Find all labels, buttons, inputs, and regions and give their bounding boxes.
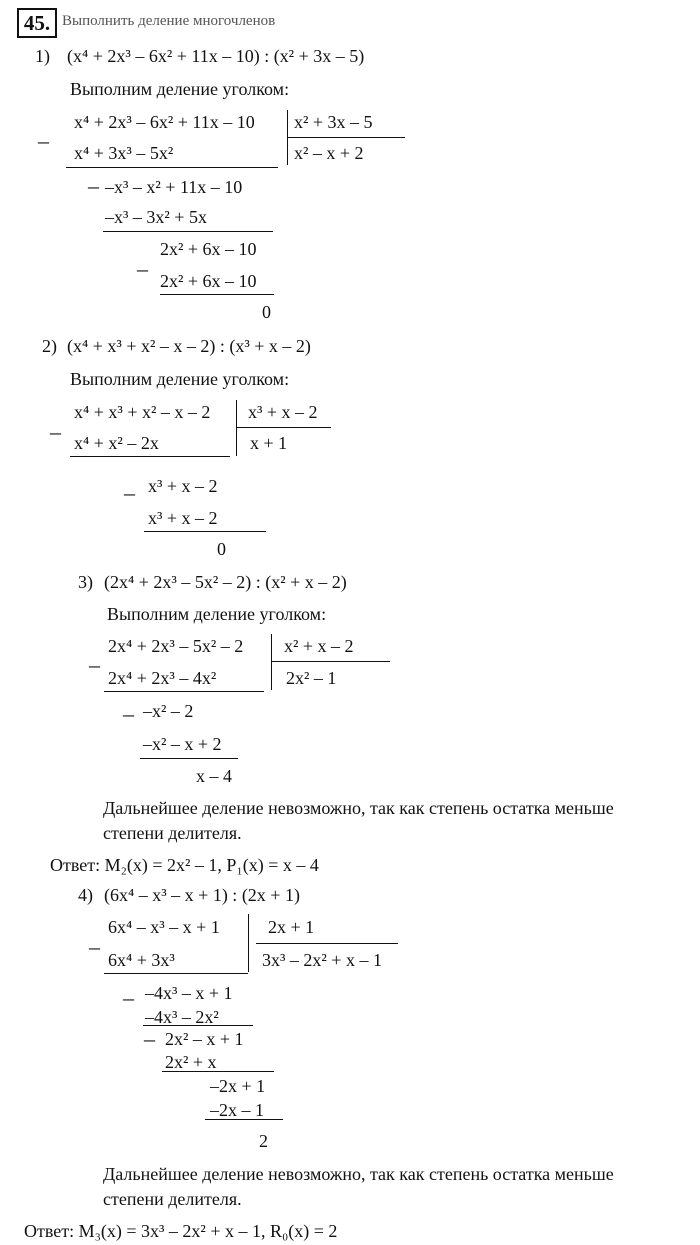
problem-3-method: Выполним деление уголком: [107,604,327,624]
problem-1-method: Выполним деление уголком: [70,79,290,99]
problem-4-dividend: 6x⁴ – x³ – x + 1 [108,917,220,937]
problem-4-corner-vertical [248,914,249,972]
problem-2-corner-horizontal [237,427,331,428]
problem-4-step-4: 2x² – x + 1 [165,1029,244,1049]
problem-4-corner-horizontal [256,943,398,944]
problem-3-step-3: –x² – x + 2 [143,734,222,754]
problem-2-corner-vertical [236,400,237,456]
problem-1-remainder: 0 [262,302,271,322]
problem-3-note-line-1: Дальнейшее деление невозможно, так как степень остатка меньше [103,798,614,818]
problem-2-expression: (x⁴ + x³ + x² – x – 2) : (x³ + x – 2) [67,336,311,356]
problem-3-answer: Ответ: M₂(x) = 2x² – 1, P₁(x) = x – 4 [50,855,319,875]
problem-1-step-3: –x³ – 3x² + 5x [105,207,207,227]
problem-2-step-1: x⁴ + x² – 2x [74,433,159,453]
problem-2-remainder: 0 [217,539,226,559]
problem-4-minus-sign: – [144,1026,155,1051]
problem-4-note-line-1: Дальнейшее деление невозможно, так как степень остатка меньше [103,1164,614,1184]
problem-2-step-3: x³ + x – 2 [148,508,218,528]
problem-3-divisor: x² + x – 2 [284,636,354,656]
problem-4-rule-4 [205,1119,283,1120]
problem-1-minus-sign: – [88,173,99,198]
problem-1-label: 1) [35,46,50,66]
problem-1-rule-2 [103,231,273,232]
problem-4-minus-sign: – [89,934,100,959]
problem-4-note-line-2: степени делителя. [103,1189,242,1209]
problem-3-minus-sign: – [89,652,100,677]
problem-4-quotient: 3x³ – 2x² + x – 1 [262,950,382,970]
problem-4-minus-sign: – [123,985,134,1010]
problem-2-minus-sign: – [50,419,61,444]
problem-3-remainder: x – 4 [196,766,232,786]
problem-1-step-4: 2x² + 6x – 10 [160,239,257,259]
problem-3-dividend: 2x⁴ + 2x³ – 5x² – 2 [108,636,244,656]
problem-4-rule-1 [104,973,248,974]
problem-3-rule-2 [140,758,238,759]
problem-2-rule-2 [144,531,266,532]
problem-2-divisor: x³ + x – 2 [248,402,318,422]
problem-4-step-5: 2x² + x [165,1052,217,1072]
problem-4-label: 4) [78,885,93,905]
problem-4-answer: Ответ: M₃(x) = 3x³ – 2x² + x – 1, R₀(x) = 2 [24,1221,338,1241]
problem-2-dividend: x⁴ + x³ + x² – x – 2 [74,402,211,422]
problem-2-rule-1 [70,456,230,457]
problem-2-label: 2) [42,336,57,356]
problem-3-note-line-2: степени делителя. [103,823,242,843]
problem-1-step-2: –x³ – x² + 11x – 10 [105,177,243,197]
problem-3-expression: (2x⁴ + 2x³ – 5x² – 2) : (x² + x – 2) [104,572,347,592]
problem-1-quotient: x² – x + 2 [294,143,364,163]
problem-4-rule-3 [162,1071,274,1072]
problem-3-rule-1 [104,691,264,692]
problem-1-rule-3 [160,294,274,295]
problem-4-step-6: –2x + 1 [210,1076,266,1096]
problem-1-minus-sign: – [38,128,49,153]
problem-3-step-2: –x² – 2 [143,701,194,721]
problem-2-method: Выполним деление уголком: [70,369,290,389]
problem-1-step-5: 2x² + 6x – 10 [160,271,257,291]
problem-1-expression: (x⁴ + 2x³ – 6x² + 11x – 10) : (x² + 3x – 5) [67,46,365,66]
problem-4-step-2: –4x³ – x + 1 [145,983,233,1003]
problem-3-quotient: 2x² – 1 [286,668,337,688]
problem-1-step-1: x⁴ + 3x³ – 5x² [74,143,174,163]
problem-3-minus-sign: – [123,701,134,726]
problem-2-quotient: x + 1 [250,433,288,453]
problem-4-remainder: 2 [259,1131,268,1151]
problem-3-corner-horizontal [272,661,390,662]
problem-1-rule-1 [66,167,278,168]
problem-1-corner-horizontal [288,137,405,138]
problem-3-label: 3) [78,572,93,592]
problem-1-dividend: x⁴ + 2x³ – 6x² + 11x – 10 [74,112,255,132]
problem-2-minus-sign: – [124,480,135,505]
problem-4-step-3: –4x³ – 2x² [145,1007,219,1027]
problem-3-step-1: 2x⁴ + 2x³ – 4x² [108,668,217,688]
problem-3-corner-vertical [271,634,272,690]
problem-4-step-7: –2x – 1 [210,1100,264,1120]
problem-2-step-2: x³ + x – 2 [148,476,218,496]
problem-4-rule-2 [143,1025,253,1026]
problem-1-minus-sign: – [137,256,148,281]
problem-4-expression: (6x⁴ – x³ – x + 1) : (2x + 1) [104,885,300,905]
problem-1-divisor: x² + 3x – 5 [294,112,373,132]
problem-4-step-1: 6x⁴ + 3x³ [108,950,175,970]
exercise-title: Выполнить деление многочленов [62,13,276,29]
problem-4-divisor: 2x + 1 [268,917,315,937]
exercise-number: 45. [17,8,57,38]
